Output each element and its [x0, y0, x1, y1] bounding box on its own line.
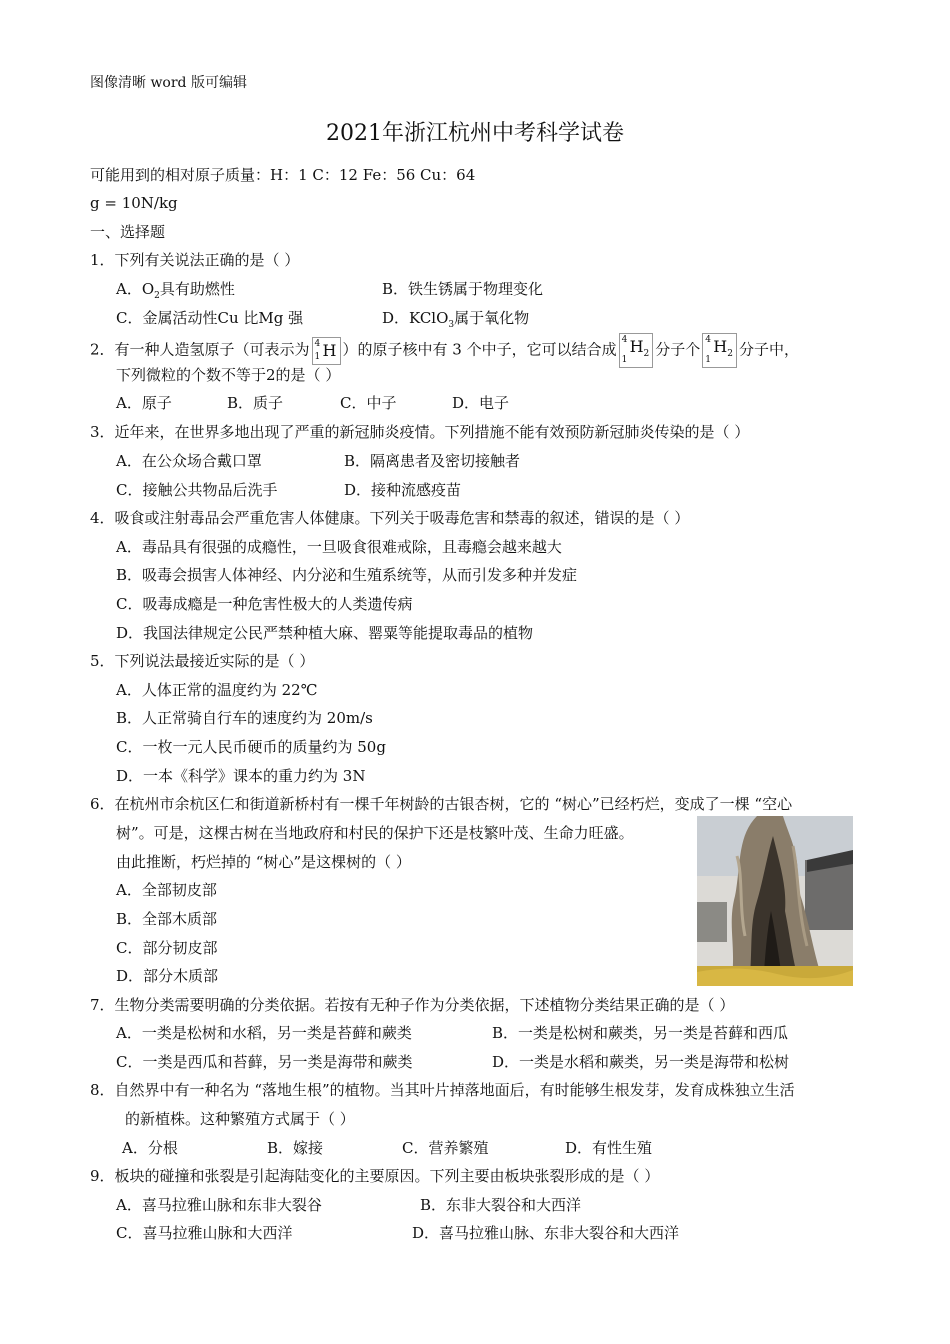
- question-9-stem: 9．板块的碰撞和张裂是引起海陆变化的主要原因。下列主要由板块张裂形成的是（ ）: [90, 1167, 660, 1185]
- atomic-masses: 可能用到的相对原子质量：H：1 C：12 Fe：56 Cu：64: [90, 166, 476, 184]
- hydrogen-atom-symbol: 4 1 H: [312, 337, 341, 365]
- question-9-option-b: B．东非大裂谷和大西洋: [420, 1196, 582, 1214]
- question-6-option-b: B．全部木质部: [116, 910, 218, 928]
- question-4-option-d: D．我国法律规定公民严禁种植大麻、罂粟等能提取毒品的植物: [116, 624, 534, 642]
- hydrogen-molecule-symbol: 4 1 $H_2$: [619, 333, 654, 368]
- question-7-option-d: D．一类是水稻和蕨类，另一类是海带和松树: [492, 1053, 790, 1071]
- question-8-option-d: D．有性生殖: [565, 1139, 653, 1157]
- question-7-option-b: B．一类是松树和蕨类，另一类是苔藓和西瓜: [492, 1024, 789, 1042]
- question-6-option-d: D．部分木质部: [116, 967, 219, 985]
- question-5-stem: 5．下列说法最接近实际的是（ ）: [90, 652, 315, 670]
- page-title: 2021年浙江杭州中考科学试卷: [326, 121, 624, 146]
- header-note: 图像清晰 word 版可编辑: [90, 75, 247, 91]
- question-6-line-1: 6．在杭州市余杭区仁和街道新桥村有一棵千年树龄的古银杏树，它的 “树心”已经朽烂，变成了一棵 “空心: [90, 795, 793, 813]
- question-9-option-a: A．喜马拉雅山脉和东非大裂谷: [116, 1196, 322, 1214]
- question-3-option-d: D．接种流感疫苗: [344, 481, 462, 499]
- question-8-option-c: C．营养繁殖: [402, 1139, 489, 1157]
- question-1-option-a: A．$O_2$具有助燃性: [116, 280, 235, 301]
- question-6-line-3: 由此推断，朽烂掉的 “树心”是这棵树的（ ）: [116, 853, 411, 871]
- question-8-line-1: 8．自然界中有一种名为 “落地生根”的植物。当其叶片掉落地面后，有时能够生根发芽，发育成株独立生活: [90, 1081, 795, 1099]
- question-1-stem: 1．下列有关说法正确的是（ ）: [90, 251, 300, 269]
- question-7-stem: 7．生物分类需要明确的分类依据。若按有无种子作为分类依据，下述植物分类结果正确的是（ ）: [90, 996, 735, 1014]
- question-6-line-2: 树”。可是，这棵古树在当地政府和村民的保护下还是枝繁叶茂、生命力旺盛。: [116, 824, 634, 842]
- question-2-option-c: C．中子: [340, 394, 397, 412]
- question-3-option-a: A．在公众场合戴口罩: [116, 452, 262, 470]
- question-5-option-b: B．人正常骑自行车的速度约为 20m/s: [116, 709, 373, 727]
- question-3-option-b: B．隔离患者及密切接触者: [344, 452, 521, 470]
- question-2-option-a: A．原子: [116, 394, 172, 412]
- hydrogen-molecule-symbol-2: 4 1 $H_2$: [702, 333, 737, 368]
- question-5-option-c: C．一枚一元人民币硬币的质量约为 50g: [116, 738, 386, 756]
- question-2-option-b: B．质子: [227, 394, 284, 412]
- section-heading: 一、选择题: [90, 223, 166, 241]
- question-5-option-d: D．一本《科学》课本的重力约为 3N: [116, 767, 366, 785]
- question-8-option-a: A．分根: [122, 1139, 178, 1157]
- question-3-option-c: C．接触公共物品后洗手: [116, 481, 278, 499]
- question-1-option-d: D．KClO$_3$属于氧化物: [382, 309, 530, 330]
- question-6-option-c: C．部分韧皮部: [116, 939, 218, 957]
- question-8-option-b: B．嫁接: [267, 1139, 324, 1157]
- question-1-option-b: B．铁生锈属于物理变化: [382, 280, 544, 298]
- question-8-line-2: 的新植株。这种繁殖方式属于（ ）: [125, 1110, 355, 1128]
- question-4-option-a: A．毒品具有很强的成瘾性，一旦吸食很难戒除，且毒瘾会越来越大: [116, 538, 562, 556]
- question-4-option-c: C．吸毒成瘾是一种危害性极大的人类遗传病: [116, 595, 413, 613]
- question-7-option-a: A．一类是松树和水稻，另一类是苔藓和蕨类: [116, 1024, 412, 1042]
- question-4-option-b: B．吸毒会损害人体神经、内分泌和生殖系统等，从而引发多种并发症: [116, 566, 578, 584]
- question-2-stem: 2．有一种人造氢原子（可表示为 4 1 H ）的原子核中有 3 个中子，它可以结合成 4 1 $H_2$ 分子个 4 1 $H_2$ 分子中，: [90, 333, 799, 368]
- question-9-option-c: C．喜马拉雅山脉和大西洋: [116, 1224, 293, 1242]
- hollow-ginkgo-tree-photo: [697, 816, 853, 986]
- question-9-option-d: D．喜马拉雅山脉、东非大裂谷和大西洋: [412, 1224, 680, 1242]
- question-2-option-d: D．电子: [452, 394, 510, 412]
- question-5-option-a: A．人体正常的温度约为 22℃: [116, 681, 318, 699]
- question-1-option-c: C．金属活动性Cu 比Mg 强: [116, 309, 304, 327]
- question-7-option-c: C．一类是西瓜和苔藓，另一类是海带和蕨类: [116, 1053, 413, 1071]
- question-4-stem: 4．吸食或注射毒品会严重危害人体健康。下列关于吸毒危害和禁毒的叙述，错误的是（ ）: [90, 509, 690, 527]
- gravity-constant: g = 10N/kg: [90, 194, 178, 212]
- question-2-line-2: 下列微粒的个数不等于2的是（ ）: [116, 366, 341, 384]
- question-3-stem: 3．近年来，在世界多地出现了严重的新冠肺炎疫情。下列措施不能有效预防新冠肺炎传染的是（ ）: [90, 423, 750, 441]
- question-6-option-a: A．全部韧皮部: [116, 881, 217, 899]
